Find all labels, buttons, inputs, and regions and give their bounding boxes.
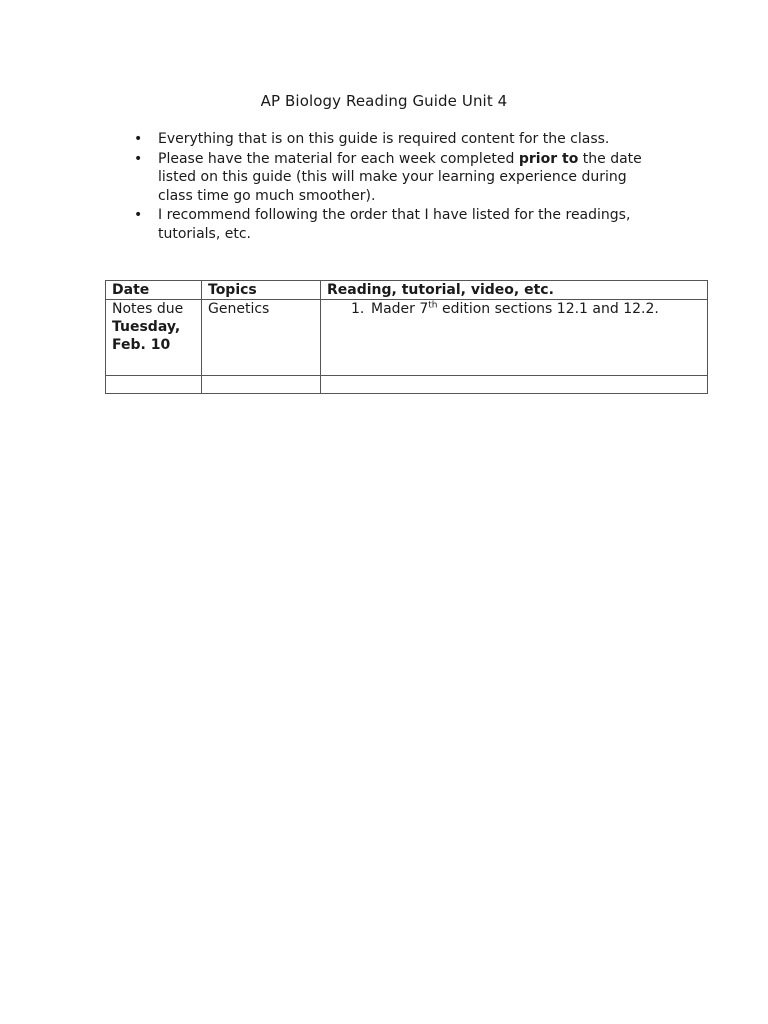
header-date: Date (106, 281, 202, 300)
document-title: AP Biology Reading Guide Unit 4 (260, 92, 508, 110)
table-row-empty (106, 376, 708, 394)
empty-cell (321, 376, 708, 394)
due-day: Tuesday, (112, 319, 181, 335)
reading-list-item (327, 300, 701, 318)
reading-number: 1. (351, 301, 365, 317)
bullet-icon: • (134, 207, 143, 223)
reading-schedule-table (105, 280, 708, 394)
table-row (106, 300, 708, 376)
empty-cell (202, 376, 321, 394)
header-topics: Topics (202, 281, 321, 300)
date-prefix: Notes due (112, 301, 184, 317)
reading-cell (321, 300, 708, 376)
due-date: Feb. 10 (112, 337, 171, 353)
bullet-icon: • (134, 150, 143, 167)
date-cell (106, 300, 202, 376)
instructions-list (132, 130, 652, 244)
reading-text-continued: edition sections 12.1 and 12.2. (437, 301, 659, 317)
bullet-icon: • (134, 131, 143, 147)
list-item (132, 130, 652, 149)
empty-cell (106, 376, 202, 394)
list-item (132, 206, 652, 243)
bullet-text: Everything that is on this guide is required content for the class. (158, 131, 610, 147)
table-header-row (106, 281, 708, 300)
reading-superscript: th (428, 300, 438, 311)
list-item (132, 150, 652, 206)
bullet-text: I recommend following the order that I have listed for the readings, tutorials, etc. (158, 207, 631, 242)
bullet-emphasis: prior to (518, 150, 579, 167)
header-reading: Reading, tutorial, video, etc. (321, 281, 708, 300)
topic-cell: Genetics (202, 300, 321, 376)
bullet-text: Please have the material for each week completed (158, 150, 519, 167)
reading-text: Mader 7 (371, 301, 429, 317)
bullet-text-continued: the date listed on this guide (this will make your learning experience during class time go much smoother). (158, 150, 642, 204)
